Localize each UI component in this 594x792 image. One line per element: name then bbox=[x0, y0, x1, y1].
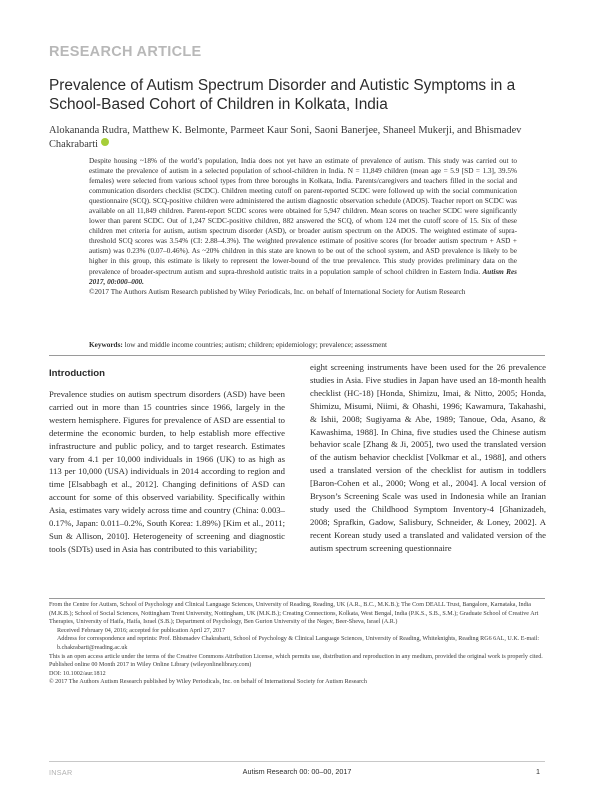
footnote-correspondence: Address for correspondence and reprints: Prof. Bhismadev Chakrabarti, School of Psychology & Clinical Language Sciences, University of Reading, Whiteknights, Reading RG6 6AL, U.K. E-mail: b.chakrabarti@reading.ac.uk bbox=[57, 636, 540, 651]
author-names: Alokananda Rudra, Matthew K. Belmonte, Parmeet Kaur Soni, Saoni Banerjee, Shaneel Mukerji, and Bhismadev Chakrabarti bbox=[49, 125, 522, 151]
footnote-affiliations: From the Centre for Autism, School of Psychology and Clinical Language Sciences, University of Reading, Reading, UK (A.R., B.C., M.K.B.); The Com DEALL Trust, Bangalore, Karnataka, India (M.K.B.); School of Social Sciences, Nottingham Trent University, Nottingham, UK (M.K.B.); Creating Connections, Kolkata, West Bengal, India (P.K.S., S.B., S.M.); Graduate School of Creative Art Therapies, University of Haifa, Haifa, Israel (S.B.); Department of Psychology, Ben Gurion University of the Negev, Beer-Sheva, Israel (A.R.) bbox=[49, 602, 539, 626]
footer-journal: Autism Research 00: 00–00, 2017 bbox=[242, 767, 352, 776]
page-number: 1 bbox=[536, 767, 540, 776]
keywords-label: Keywords: bbox=[89, 341, 123, 349]
keywords-list: low and middle income countries; autism; children; epidemiology; prevalence; assessment bbox=[124, 341, 387, 349]
intro-paragraph-right: eight screening instruments have been used for the 26 prevalence studies in Asia. Five studies in Japan have used an 18-month health checklist (HC-18) [Honda, Shimizu, Imai, & Nitto, 2005; Honda, Shimizu, Misumi, Niimi, & Ohashi, 1996; Kawamura, Takahashi, & Ishii, 2008; Sugiyama & Abe, 1989; Tanoue, Oda, Asano, & Kawashima, 1988]. In China, five studies used the Chinese autism behavior scale [Zhang & Ji, 2005], two used the translated version of the autism behavior checklist [Volkmar et al., 1988], and others used a translated version of the checklist for autism in toddlers [Baron-Cohen et al., 2000; Wong et al., 2004]. A local version of Bryson’s Screening Scale was used in Indonesia while an Iranian study used the Childhood Symptom Inventory-4 [Ghanizadeh, 2008; Sprafkin, Gadow, Salisbury, Schneider, & Loney, 2002]. A recent Korean study used a translated and validated version of the autism spectrum screening questionnaire bbox=[310, 362, 546, 553]
footnote-copyright: © 2017 The Authors Autism Research published by Wiley Periodicals, Inc. on behalf of International Society for Autism Research bbox=[49, 679, 367, 686]
orcid-icon[interactable] bbox=[101, 138, 109, 146]
intro-column-left bbox=[49, 388, 285, 556]
footnote-doi: DOI: 10.1002/aur.1812 bbox=[49, 670, 106, 677]
intro-heading: Introduction bbox=[49, 368, 105, 379]
abstract-citation: Autism Res 2017, 00:000–000. bbox=[89, 267, 518, 286]
intro-paragraph-left: Prevalence studies on autism spectrum disorders (ASD) have been carried out in more than 15 countries since 1966, largely in the western hemisphere. Figures for prevalence of ASD are essential to determine the economic burden, to help establish more effective infrastructure and public policy, and to target research. Estimates vary from 4.1 per 10,000 individuals in 1966 (UK) to as high as 113 per 10,000 (USA) individuals in 2014 according to region and time [Elsabbagh et al., 2012]. Changing definitions of ASD can account for some of this observed variability. Specifically within Asia, estimates vary widely across time and country (China: 0.003–0.17%, Japan: 0.011–0.2%, South Korea: 1.89%) [Kim et al., 2011; Sun & Allison, 2010]. Heterogeneity of screening and diagnostic tools (SDTs) used in Asia has contributed to this variability; bbox=[49, 389, 285, 554]
footnote-open-access: This is an open access article under the terms of the Creative Commons Attribution License, which permits use, distribution and reproduction in any medium, provided the original work is properly cited. bbox=[49, 653, 543, 660]
footnote-published: Published online 00 Month 2017 in Wiley Online Library (wileyonlinelibrary.com) bbox=[49, 662, 252, 669]
footer-divider bbox=[49, 761, 545, 762]
footnote-received: Received February 04, 2016; accepted for publication April 27, 2017 bbox=[57, 627, 226, 634]
footnotes bbox=[49, 601, 545, 687]
abstract-text: Despite housing ~18% of the world’s population, India does not yet have an estimate of prevalence of autism. This study was carried out to estimate the prevalence of autism in a selected population of school-children in India. N = 11,849 children (mean age = 5.9 [SD = 1.3], 39.5% females) were selected from various school types from three boroughs in Kolkata, India. Parents/caregivers and teachers filled in the social and communication disorders checklist (SCDC). Children meeting cutoff on parent-reported SCDC were followed up with the social communication questionnaire (SCQ). SCQ-positive children were administered the autism diagnostic observation schedule (ADOS). Teacher report on SCDC was available on all 11,849 children. Parent-report SCDC scores were obtained for 5,947 children. Mean scores on teacher SCDC were significantly lower than parent SCDC. Out of 1,247 SCDC-positive children, 882 answered the SCQ, of whom 124 met the cutoff score of 15. Six of these children met criteria for autism, autism spectrum disorder (ASD), or broader autism spectrum on the ADOS. The weighted estimate of supra-threshold SCQ scores was 3.54% (CI: 2.88–4.3%). The weighted prevalence estimate of positive scores (for broader autism spectrum + ASD + autism) was 0.23% (0.07–0.46%). As ~20% children in this state are known to be out of the school system, and ASD prevalence is likely to be higher in this group, this estimate is likely to represent the lower-bound of the true prevalence. This study provides preliminary data on the prevalence of broader-spectrum autism and supra-threshold autistic traits in a population sample of school children in Eastern India. bbox=[89, 157, 517, 276]
keywords bbox=[89, 340, 517, 350]
footnote-divider bbox=[49, 598, 545, 599]
footer-logo-text: INSAR bbox=[49, 768, 73, 777]
article-title: Prevalence of Autism Spectrum Disorder and Autistic Symptoms in a School-Based Cohort of Children in Kolkata, India bbox=[49, 77, 516, 113]
section-tag: RESEARCH ARTICLE bbox=[49, 44, 202, 60]
abstract bbox=[89, 156, 517, 297]
abstract-copyright: ©2017 The Authors Autism Research published by Wiley Periodicals, Inc. on behalf of International Society for Autism Research bbox=[89, 287, 466, 296]
abstract-divider bbox=[49, 355, 545, 356]
author-list bbox=[49, 124, 549, 152]
intro-column-right bbox=[310, 361, 546, 555]
